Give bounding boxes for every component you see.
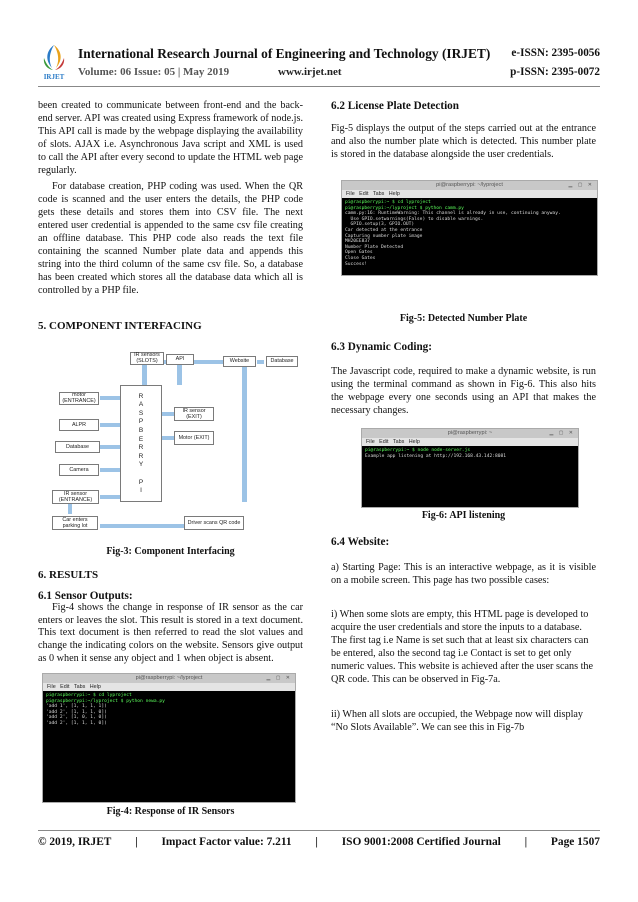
- terminal-line: Number Plate Detected: [345, 244, 404, 250]
- terminal-line: MH20EE837: [345, 239, 370, 245]
- wire-ir-to-rpi: [142, 364, 147, 385]
- box-database-left: Database: [55, 441, 100, 453]
- subsection-heading-sensor-outputs: 6.1 Sensor Outputs:: [38, 589, 133, 602]
- paragraph-sensor-outputs: Fig-4 shows the change in response of IR sensor as the car enters or leaves the slot. This result is stored in a text document. This text document is then referred to read the slot values and change the indicating colors on the website. Sensors give output as 0 when it sense any object and 1 when object is absent.: [38, 601, 303, 665]
- terminal-output: [362, 446, 578, 507]
- wire-database-left: [100, 445, 120, 449]
- window-controls-icon: ▁ ▢ ✕: [568, 182, 594, 188]
- window-controls-icon: ▁ ▢ ✕: [549, 430, 575, 436]
- footer-impact-factor: Impact Factor value: 7.211: [161, 836, 292, 848]
- terminal-line: Capturing number plate image: [345, 233, 423, 239]
- wire-website-to-db: [257, 360, 264, 364]
- terminal-menu: File Edit Tabs Help: [362, 438, 578, 446]
- logo-text: IRJET: [43, 73, 65, 81]
- terminal-menu: File Edit Tabs Help: [342, 190, 597, 198]
- figure-caption-fig6: Fig-6: API listening: [421, 510, 506, 521]
- subsection-heading-website: 6.4 Website:: [331, 536, 390, 548]
- journal-website[interactable]: www.irjet.net: [278, 66, 342, 78]
- terminal-line: Open Gates: [345, 250, 373, 256]
- box-motor-entrance: motor (ENTRANCE): [59, 392, 99, 405]
- page-footer: [38, 836, 600, 848]
- footer-separator: |: [135, 836, 138, 848]
- issue-info: Volume: 06 Issue: 05 | May 2019: [78, 66, 230, 78]
- terminal-line: pi@raspberrypi:~/lyproject $ python newa.py: [46, 698, 165, 704]
- paragraph-dynamic-coding: The Javascript code, required to make a dynamic website, is run using the terminal command as shown in Fig-6. This also hits the webpage every one seconds using an API that makes the necessary changes.: [331, 366, 596, 416]
- terminal-title: pi@raspberrypi: ~/lyproject ▁ ▢ ✕: [342, 181, 597, 190]
- terminal-line: Close Gates: [345, 255, 376, 261]
- footer-page-number: Page 1507: [550, 836, 600, 848]
- terminal-line: pi@raspberrypi:~ $ cd lyproject: [46, 693, 132, 698]
- box-database-top: Database: [266, 356, 298, 367]
- rpi-letter: P: [138, 418, 144, 426]
- terminal-line: pi@raspberrypi:~/lyproject $ python camm.py: [345, 205, 464, 211]
- terminal-line: pi@raspberrypi:~ $ node node-server.js: [365, 448, 471, 453]
- terminal-line: Example app listening at http://192.168.43.142:8081: [365, 453, 507, 459]
- wire-alpr: [100, 423, 120, 427]
- box-raspberry-pi: [120, 385, 162, 502]
- paragraph-license-plate: Fig-5 displays the output of the steps carried out at the entrance and also the number plate which is detected. This number plate is stored in the database alongside the user credentials.: [331, 123, 596, 160]
- terminal-line: Use GPIO.setwarnings(False) to disable warnings.: [345, 216, 484, 222]
- box-alpr: ALPR: [59, 419, 99, 431]
- section-heading-results: 6. RESULTS: [38, 568, 99, 581]
- wire-motor-exit: [162, 436, 174, 440]
- terminal-title: pi@raspberrypi: ~ ▁ ▢ ✕: [362, 429, 578, 438]
- footer-separator: |: [524, 836, 528, 848]
- rpi-letter: A: [138, 401, 144, 409]
- rpi-letter: I: [140, 487, 142, 495]
- terminal-window-fig6: [361, 428, 579, 508]
- left-column: [38, 100, 303, 666]
- paragraph-starting-page: a) Starting Page: This is an interactive webpage, as it is visible on a mobile screen. This page has two possible cases:: [331, 562, 596, 586]
- terminal-title: pi@raspberrypi: ~/lyproject ▁ ▢ ✕: [43, 674, 295, 683]
- rpi-letter: R: [138, 444, 144, 452]
- terminal-line: Car detected at the entrance: [345, 227, 423, 233]
- figure-caption-fig3: Fig-3: Component Interfacing: [106, 545, 235, 557]
- paragraph-api: been created to communicate between front-end and the back-end server. API was created using Express framework of node.js. This API call is made by the webpage displaying the availability of slots. AJAX i.e. Asynchronous Java script and XML is used to call the API after every second to update the HTML web page regularly.: [38, 100, 303, 176]
- box-camera: Camera: [59, 464, 99, 476]
- wire-website-down: [242, 367, 247, 502]
- right-column: [331, 100, 596, 162]
- footer-iso: ISO 9001:2008 Certified Journal: [341, 836, 501, 848]
- rpi-letter: R: [138, 392, 144, 400]
- e-issn: e-ISSN: 2395-0056: [511, 47, 600, 59]
- terminal-line: camm.py:16: RuntimeWarning: This channel is already in use, continuing anyway.: [345, 211, 561, 217]
- wire-ir-entrance: [100, 495, 120, 499]
- window-controls-icon: ▁ ▢ ✕: [266, 675, 292, 681]
- box-ir-sensor-exit: IR sensor (EXIT): [174, 407, 214, 421]
- box-motor-exit: Motor (EXIT): [174, 431, 214, 445]
- terminal-line: pi@raspberrypi:~ $ cd lyproject: [345, 200, 431, 205]
- wire-motor-entrance: [100, 396, 120, 400]
- terminal-menu: File Edit Tabs Help: [43, 683, 295, 691]
- rpi-letter: [121, 470, 161, 479]
- box-ir-sensors-slots: IR sensors (SLOTS): [130, 352, 164, 365]
- wire-camera: [100, 468, 120, 472]
- journal-title: International Research Journal of Engineering and Technology (IRJET): [78, 46, 491, 61]
- rpi-letter: Y: [138, 461, 144, 469]
- subsection-heading-dynamic-coding: 6.3 Dynamic Coding:: [331, 341, 433, 353]
- p-issn: p-ISSN: 2395-0072: [510, 66, 600, 78]
- box-ir-sensor-entrance: IR sensor (ENTRANCE): [52, 490, 99, 504]
- rpi-letter: P: [138, 478, 144, 486]
- header-divider: [38, 86, 600, 87]
- terminal-line: GPIO.setup(3, GPIO.OUT): [345, 222, 415, 228]
- paragraph-database: For database creation, PHP coding was used. When the QR code is scanned and the user enters the details, the PHP code gets these details and stores them into CSV file. The next entered user credential is appended to the same csv file creating an offline database. This PHP code also reads the text file containing the scanned Number plate data and appends this string into the third column of the same csv file. So, a database has been created which stores all the database data which all is controlled by a PHP file.: [38, 181, 303, 296]
- irjet-logo-icon: [38, 42, 70, 82]
- figure-caption-fig5: Fig-5: Detected Number Plate: [399, 313, 528, 324]
- box-website: Website: [223, 356, 256, 367]
- terminal-line: 'add 2', [1, 1, 1, 0]): [46, 709, 107, 715]
- box-driver-scans-qr: Driver scans QR code: [184, 516, 244, 530]
- terminal-line: 'add 1', [1, 1, 1, 1]): [46, 704, 107, 710]
- rpi-letter: B: [138, 426, 144, 434]
- terminal-output: [342, 198, 597, 275]
- terminal-line: 'add 2', [1, 1, 1, 0]): [46, 720, 107, 726]
- terminal-line: 'add 2', [1, 0, 1, 0]): [46, 715, 107, 721]
- rpi-letter: R: [138, 452, 144, 460]
- rpi-letter: S: [138, 409, 144, 417]
- subsection-heading-license-plate: 6.2 License Plate Detection: [331, 100, 459, 112]
- footer-copyright: © 2019, IRJET: [38, 836, 112, 848]
- component-interfacing-diagram: [38, 352, 303, 542]
- paragraph-case-empty-slots: i) When some slots are empty, this HTML page is developed to acquire the user credentials and store the inputs to a database. The first tag i.e Name is set such that at least six characters can be entered, also the second tag i.e Contact is set to get only numeric values. This website is achieved after the user scans the QR code. This can be observed in Fig-7a.: [331, 609, 594, 685]
- section-heading-component-interfacing: 5. COMPONENT INTERFACING: [38, 319, 202, 332]
- footer-divider: [38, 830, 600, 831]
- box-api: API: [166, 354, 194, 365]
- wire-qr-to-car: [100, 524, 184, 528]
- page-header: [38, 42, 600, 82]
- wire-ir-exit: [162, 412, 174, 416]
- figure-caption-fig4: Fig-4: Response of IR Sensors: [106, 806, 235, 817]
- rpi-letter: E: [138, 435, 144, 443]
- box-car-enters: Car enters parking lot: [52, 516, 98, 530]
- wire-api-to-rpi: [177, 364, 182, 385]
- footer-separator: |: [315, 836, 318, 848]
- paragraph-case-all-occupied: ii) When all slots are occupied, the Webpage now will display “No Slots Available”. We can see this in Fig-7b: [331, 709, 584, 733]
- terminal-window-fig5: [341, 180, 598, 276]
- terminal-output: [43, 691, 295, 802]
- terminal-line: Success!: [345, 261, 368, 267]
- terminal-window-fig4: [42, 673, 296, 803]
